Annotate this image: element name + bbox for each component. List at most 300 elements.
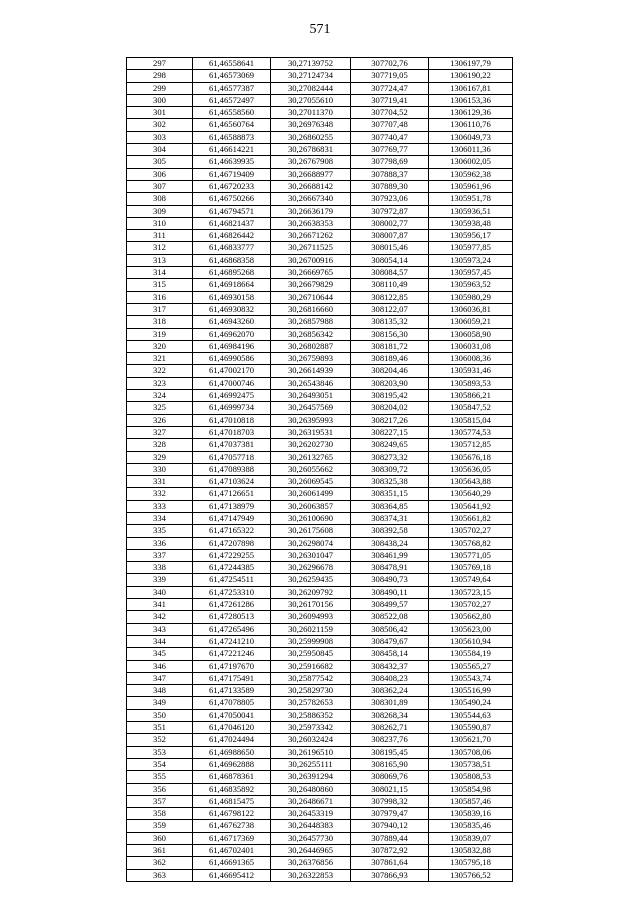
y-coordinate-cell: 1305702,27 bbox=[429, 599, 513, 611]
latitude-cell: 61,46992475 bbox=[193, 390, 271, 402]
point-number-cell: 335 bbox=[127, 525, 193, 537]
point-number-cell: 340 bbox=[127, 586, 193, 598]
longitude-cell: 30,26069545 bbox=[271, 476, 351, 488]
longitude-cell: 30,26543846 bbox=[271, 377, 351, 389]
y-coordinate-cell: 1305771,05 bbox=[429, 549, 513, 561]
longitude-cell: 30,26638353 bbox=[271, 217, 351, 229]
x-coordinate-cell: 308309,72 bbox=[351, 463, 429, 475]
point-number-cell: 300 bbox=[127, 94, 193, 106]
x-coordinate-cell: 308110,49 bbox=[351, 279, 429, 291]
y-coordinate-cell: 1305808,53 bbox=[429, 771, 513, 783]
latitude-cell: 61,46815475 bbox=[193, 795, 271, 807]
y-coordinate-cell: 1305980,29 bbox=[429, 291, 513, 303]
point-number-cell: 319 bbox=[127, 328, 193, 340]
table-row bbox=[127, 808, 513, 820]
longitude-cell: 30,26786831 bbox=[271, 144, 351, 156]
y-coordinate-cell: 1305957,45 bbox=[429, 267, 513, 279]
longitude-cell: 30,25950845 bbox=[271, 648, 351, 660]
latitude-cell: 61,46558641 bbox=[193, 58, 271, 70]
y-coordinate-cell: 1305931,46 bbox=[429, 365, 513, 377]
point-number-cell: 307 bbox=[127, 180, 193, 192]
table-row bbox=[127, 377, 513, 389]
latitude-cell: 61,47002170 bbox=[193, 365, 271, 377]
longitude-cell: 30,26816660 bbox=[271, 303, 351, 315]
x-coordinate-cell: 308217,26 bbox=[351, 414, 429, 426]
table-row bbox=[127, 230, 513, 242]
table-row bbox=[127, 623, 513, 635]
latitude-cell: 61,46798122 bbox=[193, 808, 271, 820]
x-coordinate-cell: 308490,73 bbox=[351, 574, 429, 586]
x-coordinate-cell: 307923,06 bbox=[351, 193, 429, 205]
longitude-cell: 30,25829730 bbox=[271, 685, 351, 697]
point-number-cell: 299 bbox=[127, 82, 193, 94]
x-coordinate-cell: 307998,32 bbox=[351, 795, 429, 807]
y-coordinate-cell: 1305723,15 bbox=[429, 586, 513, 598]
x-coordinate-cell: 308122,85 bbox=[351, 291, 429, 303]
x-coordinate-cell: 308054,14 bbox=[351, 254, 429, 266]
point-number-cell: 344 bbox=[127, 635, 193, 647]
table-row bbox=[127, 267, 513, 279]
y-coordinate-cell: 1305847,52 bbox=[429, 402, 513, 414]
table-row bbox=[127, 180, 513, 192]
table-row bbox=[127, 549, 513, 561]
point-number-cell: 316 bbox=[127, 291, 193, 303]
longitude-cell: 30,26636179 bbox=[271, 205, 351, 217]
point-number-cell: 303 bbox=[127, 131, 193, 143]
longitude-cell: 30,26259435 bbox=[271, 574, 351, 586]
latitude-cell: 61,46702401 bbox=[193, 845, 271, 857]
point-number-cell: 361 bbox=[127, 845, 193, 857]
longitude-cell: 30,26322853 bbox=[271, 869, 351, 881]
table-row bbox=[127, 217, 513, 229]
table-row bbox=[127, 771, 513, 783]
table-row bbox=[127, 131, 513, 143]
table-row bbox=[127, 488, 513, 500]
table-row bbox=[127, 402, 513, 414]
longitude-cell: 30,26710644 bbox=[271, 291, 351, 303]
latitude-cell: 61,46868358 bbox=[193, 254, 271, 266]
longitude-cell: 30,27139752 bbox=[271, 58, 351, 70]
x-coordinate-cell: 308227,15 bbox=[351, 426, 429, 438]
table-row bbox=[127, 500, 513, 512]
latitude-cell: 61,47010818 bbox=[193, 414, 271, 426]
longitude-cell: 30,26061499 bbox=[271, 488, 351, 500]
x-coordinate-cell: 308392,58 bbox=[351, 525, 429, 537]
longitude-cell: 30,26255111 bbox=[271, 758, 351, 770]
point-number-cell: 311 bbox=[127, 230, 193, 242]
table-row bbox=[127, 82, 513, 94]
y-coordinate-cell: 1306049,73 bbox=[429, 131, 513, 143]
y-coordinate-cell: 1306167,81 bbox=[429, 82, 513, 94]
x-coordinate-cell: 308204,02 bbox=[351, 402, 429, 414]
y-coordinate-cell: 1306011,36 bbox=[429, 144, 513, 156]
longitude-cell: 30,26679829 bbox=[271, 279, 351, 291]
y-coordinate-cell: 1306153,36 bbox=[429, 94, 513, 106]
point-number-cell: 312 bbox=[127, 242, 193, 254]
table-row bbox=[127, 783, 513, 795]
x-coordinate-cell: 308069,76 bbox=[351, 771, 429, 783]
x-coordinate-cell: 308522,08 bbox=[351, 611, 429, 623]
x-coordinate-cell: 308237,76 bbox=[351, 734, 429, 746]
latitude-cell: 61,46762738 bbox=[193, 820, 271, 832]
latitude-cell: 61,47138979 bbox=[193, 500, 271, 512]
table-row bbox=[127, 857, 513, 869]
point-number-cell: 322 bbox=[127, 365, 193, 377]
y-coordinate-cell: 1305641,92 bbox=[429, 500, 513, 512]
point-number-cell: 325 bbox=[127, 402, 193, 414]
y-coordinate-cell: 1305938,48 bbox=[429, 217, 513, 229]
y-coordinate-cell: 1305866,21 bbox=[429, 390, 513, 402]
longitude-cell: 30,26100690 bbox=[271, 512, 351, 524]
table-row bbox=[127, 390, 513, 402]
latitude-cell: 61,46990586 bbox=[193, 353, 271, 365]
latitude-cell: 61,46639935 bbox=[193, 156, 271, 168]
longitude-cell: 30,26767908 bbox=[271, 156, 351, 168]
table-row bbox=[127, 426, 513, 438]
x-coordinate-cell: 307872,92 bbox=[351, 845, 429, 857]
y-coordinate-cell: 1306190,22 bbox=[429, 70, 513, 82]
y-coordinate-cell: 1305962,38 bbox=[429, 168, 513, 180]
y-coordinate-cell: 1305610,94 bbox=[429, 635, 513, 647]
longitude-cell: 30,26446965 bbox=[271, 845, 351, 857]
point-number-cell: 328 bbox=[127, 439, 193, 451]
point-number-cell: 336 bbox=[127, 537, 193, 549]
y-coordinate-cell: 1305662,80 bbox=[429, 611, 513, 623]
table-row bbox=[127, 476, 513, 488]
x-coordinate-cell: 307719,41 bbox=[351, 94, 429, 106]
x-coordinate-cell: 307861,64 bbox=[351, 857, 429, 869]
latitude-cell: 61,46878361 bbox=[193, 771, 271, 783]
latitude-cell: 61,47057718 bbox=[193, 451, 271, 463]
x-coordinate-cell: 308478,91 bbox=[351, 562, 429, 574]
latitude-cell: 61,46833777 bbox=[193, 242, 271, 254]
table-row bbox=[127, 340, 513, 352]
longitude-cell: 30,26711525 bbox=[271, 242, 351, 254]
point-number-cell: 314 bbox=[127, 267, 193, 279]
longitude-cell: 30,26493051 bbox=[271, 390, 351, 402]
point-number-cell: 363 bbox=[127, 869, 193, 881]
y-coordinate-cell: 1305766,52 bbox=[429, 869, 513, 881]
y-coordinate-cell: 1305795,18 bbox=[429, 857, 513, 869]
x-coordinate-cell: 308362,24 bbox=[351, 685, 429, 697]
point-number-cell: 313 bbox=[127, 254, 193, 266]
x-coordinate-cell: 307740,47 bbox=[351, 131, 429, 143]
table-row bbox=[127, 746, 513, 758]
point-number-cell: 317 bbox=[127, 303, 193, 315]
latitude-cell: 61,47229255 bbox=[193, 549, 271, 561]
x-coordinate-cell: 308002,77 bbox=[351, 217, 429, 229]
x-coordinate-cell: 307889,30 bbox=[351, 180, 429, 192]
table-row bbox=[127, 832, 513, 844]
point-number-cell: 348 bbox=[127, 685, 193, 697]
latitude-cell: 61,46930832 bbox=[193, 303, 271, 315]
latitude-cell: 61,47244385 bbox=[193, 562, 271, 574]
latitude-cell: 61,46572497 bbox=[193, 94, 271, 106]
point-number-cell: 354 bbox=[127, 758, 193, 770]
longitude-cell: 30,26457569 bbox=[271, 402, 351, 414]
x-coordinate-cell: 307702,76 bbox=[351, 58, 429, 70]
table-row bbox=[127, 353, 513, 365]
longitude-cell: 30,26021159 bbox=[271, 623, 351, 635]
table-row bbox=[127, 328, 513, 340]
table-row bbox=[127, 254, 513, 266]
longitude-cell: 30,26860255 bbox=[271, 131, 351, 143]
table-row bbox=[127, 586, 513, 598]
latitude-cell: 61,47175491 bbox=[193, 672, 271, 684]
longitude-cell: 30,26196510 bbox=[271, 746, 351, 758]
point-number-cell: 301 bbox=[127, 107, 193, 119]
table-row bbox=[127, 611, 513, 623]
point-number-cell: 341 bbox=[127, 599, 193, 611]
table-row bbox=[127, 156, 513, 168]
longitude-cell: 30,26319531 bbox=[271, 426, 351, 438]
table-row bbox=[127, 709, 513, 721]
y-coordinate-cell: 1306002,05 bbox=[429, 156, 513, 168]
x-coordinate-cell: 307866,93 bbox=[351, 869, 429, 881]
point-number-cell: 359 bbox=[127, 820, 193, 832]
x-coordinate-cell: 307889,44 bbox=[351, 832, 429, 844]
latitude-cell: 61,47254511 bbox=[193, 574, 271, 586]
x-coordinate-cell: 307719,05 bbox=[351, 70, 429, 82]
point-number-cell: 318 bbox=[127, 316, 193, 328]
y-coordinate-cell: 1305738,51 bbox=[429, 758, 513, 770]
x-coordinate-cell: 308007,87 bbox=[351, 230, 429, 242]
table-row bbox=[127, 291, 513, 303]
coordinates-table bbox=[126, 57, 513, 882]
latitude-cell: 61,46895268 bbox=[193, 267, 271, 279]
point-number-cell: 298 bbox=[127, 70, 193, 82]
x-coordinate-cell: 308458,14 bbox=[351, 648, 429, 660]
longitude-cell: 30,25916682 bbox=[271, 660, 351, 672]
x-coordinate-cell: 307769,77 bbox=[351, 144, 429, 156]
x-coordinate-cell: 308301,89 bbox=[351, 697, 429, 709]
x-coordinate-cell: 308499,57 bbox=[351, 599, 429, 611]
latitude-cell: 61,46720233 bbox=[193, 180, 271, 192]
longitude-cell: 30,26209792 bbox=[271, 586, 351, 598]
x-coordinate-cell: 308156,30 bbox=[351, 328, 429, 340]
x-coordinate-cell: 308490,11 bbox=[351, 586, 429, 598]
longitude-cell: 30,26480860 bbox=[271, 783, 351, 795]
y-coordinate-cell: 1305676,18 bbox=[429, 451, 513, 463]
table-row bbox=[127, 734, 513, 746]
point-number-cell: 302 bbox=[127, 119, 193, 131]
y-coordinate-cell: 1305857,46 bbox=[429, 795, 513, 807]
longitude-cell: 30,26376856 bbox=[271, 857, 351, 869]
point-number-cell: 347 bbox=[127, 672, 193, 684]
longitude-cell: 30,26667340 bbox=[271, 193, 351, 205]
point-number-cell: 310 bbox=[127, 217, 193, 229]
y-coordinate-cell: 1305854,98 bbox=[429, 783, 513, 795]
longitude-cell: 30,26700916 bbox=[271, 254, 351, 266]
point-number-cell: 308 bbox=[127, 193, 193, 205]
y-coordinate-cell: 1305623,00 bbox=[429, 623, 513, 635]
point-number-cell: 334 bbox=[127, 512, 193, 524]
latitude-cell: 61,46943260 bbox=[193, 316, 271, 328]
table-row bbox=[127, 537, 513, 549]
point-number-cell: 329 bbox=[127, 451, 193, 463]
table-row bbox=[127, 316, 513, 328]
table-row bbox=[127, 525, 513, 537]
y-coordinate-cell: 1306008,36 bbox=[429, 353, 513, 365]
y-coordinate-cell: 1305544,63 bbox=[429, 709, 513, 721]
x-coordinate-cell: 308189,46 bbox=[351, 353, 429, 365]
table-row bbox=[127, 205, 513, 217]
x-coordinate-cell: 308015,46 bbox=[351, 242, 429, 254]
x-coordinate-cell: 308021,15 bbox=[351, 783, 429, 795]
point-number-cell: 355 bbox=[127, 771, 193, 783]
table-row bbox=[127, 758, 513, 770]
point-number-cell: 332 bbox=[127, 488, 193, 500]
y-coordinate-cell: 1305973,24 bbox=[429, 254, 513, 266]
x-coordinate-cell: 308432,37 bbox=[351, 660, 429, 672]
latitude-cell: 61,46930158 bbox=[193, 291, 271, 303]
y-coordinate-cell: 1305893,53 bbox=[429, 377, 513, 389]
y-coordinate-cell: 1306036,81 bbox=[429, 303, 513, 315]
point-number-cell: 362 bbox=[127, 857, 193, 869]
latitude-cell: 61,47037381 bbox=[193, 439, 271, 451]
table-row bbox=[127, 463, 513, 475]
x-coordinate-cell: 308364,85 bbox=[351, 500, 429, 512]
x-coordinate-cell: 308351,15 bbox=[351, 488, 429, 500]
x-coordinate-cell: 308273,32 bbox=[351, 451, 429, 463]
latitude-cell: 61,46999734 bbox=[193, 402, 271, 414]
table-row bbox=[127, 242, 513, 254]
point-number-cell: 297 bbox=[127, 58, 193, 70]
point-number-cell: 343 bbox=[127, 623, 193, 635]
latitude-cell: 61,46719409 bbox=[193, 168, 271, 180]
x-coordinate-cell: 307707,48 bbox=[351, 119, 429, 131]
y-coordinate-cell: 1305963,52 bbox=[429, 279, 513, 291]
table-row bbox=[127, 168, 513, 180]
longitude-cell: 30,26453319 bbox=[271, 808, 351, 820]
latitude-cell: 61,47221246 bbox=[193, 648, 271, 660]
latitude-cell: 61,46988650 bbox=[193, 746, 271, 758]
point-number-cell: 342 bbox=[127, 611, 193, 623]
longitude-cell: 30,26175608 bbox=[271, 525, 351, 537]
latitude-cell: 61,47261286 bbox=[193, 599, 271, 611]
longitude-cell: 30,27055610 bbox=[271, 94, 351, 106]
y-coordinate-cell: 1306129,36 bbox=[429, 107, 513, 119]
latitude-cell: 61,47024494 bbox=[193, 734, 271, 746]
y-coordinate-cell: 1305835,46 bbox=[429, 820, 513, 832]
point-number-cell: 346 bbox=[127, 660, 193, 672]
table-row bbox=[127, 845, 513, 857]
table-row bbox=[127, 119, 513, 131]
latitude-cell: 61,47126651 bbox=[193, 488, 271, 500]
y-coordinate-cell: 1306031,08 bbox=[429, 340, 513, 352]
latitude-cell: 61,47078805 bbox=[193, 697, 271, 709]
x-coordinate-cell: 308408,23 bbox=[351, 672, 429, 684]
y-coordinate-cell: 1305839,07 bbox=[429, 832, 513, 844]
table-row bbox=[127, 303, 513, 315]
table-row bbox=[127, 365, 513, 377]
latitude-cell: 61,47197670 bbox=[193, 660, 271, 672]
point-number-cell: 315 bbox=[127, 279, 193, 291]
y-coordinate-cell: 1305749,64 bbox=[429, 574, 513, 586]
x-coordinate-cell: 308203,90 bbox=[351, 377, 429, 389]
point-number-cell: 327 bbox=[127, 426, 193, 438]
point-number-cell: 304 bbox=[127, 144, 193, 156]
longitude-cell: 30,26976348 bbox=[271, 119, 351, 131]
table-row bbox=[127, 648, 513, 660]
longitude-cell: 30,26395993 bbox=[271, 414, 351, 426]
longitude-cell: 30,26669765 bbox=[271, 267, 351, 279]
x-coordinate-cell: 308325,38 bbox=[351, 476, 429, 488]
longitude-cell: 30,26301047 bbox=[271, 549, 351, 561]
latitude-cell: 61,46691365 bbox=[193, 857, 271, 869]
longitude-cell: 30,26457730 bbox=[271, 832, 351, 844]
y-coordinate-cell: 1305774,53 bbox=[429, 426, 513, 438]
latitude-cell: 61,46560764 bbox=[193, 119, 271, 131]
y-coordinate-cell: 1305815,04 bbox=[429, 414, 513, 426]
latitude-cell: 61,46577387 bbox=[193, 82, 271, 94]
y-coordinate-cell: 1305636,05 bbox=[429, 463, 513, 475]
y-coordinate-cell: 1305769,18 bbox=[429, 562, 513, 574]
y-coordinate-cell: 1305961,96 bbox=[429, 180, 513, 192]
point-number-cell: 351 bbox=[127, 722, 193, 734]
latitude-cell: 61,47089388 bbox=[193, 463, 271, 475]
table-row bbox=[127, 869, 513, 881]
longitude-cell: 30,26032424 bbox=[271, 734, 351, 746]
latitude-cell: 61,47165322 bbox=[193, 525, 271, 537]
table-row bbox=[127, 722, 513, 734]
latitude-cell: 61,46573069 bbox=[193, 70, 271, 82]
y-coordinate-cell: 1305956,17 bbox=[429, 230, 513, 242]
point-number-cell: 330 bbox=[127, 463, 193, 475]
latitude-cell: 61,46962888 bbox=[193, 758, 271, 770]
x-coordinate-cell: 308195,42 bbox=[351, 390, 429, 402]
table-row bbox=[127, 107, 513, 119]
latitude-cell: 61,46588873 bbox=[193, 131, 271, 143]
longitude-cell: 30,25877542 bbox=[271, 672, 351, 684]
x-coordinate-cell: 308438,24 bbox=[351, 537, 429, 549]
longitude-cell: 30,26170156 bbox=[271, 599, 351, 611]
table-row bbox=[127, 599, 513, 611]
table-row bbox=[127, 451, 513, 463]
point-number-cell: 339 bbox=[127, 574, 193, 586]
point-number-cell: 352 bbox=[127, 734, 193, 746]
table-row bbox=[127, 672, 513, 684]
point-number-cell: 350 bbox=[127, 709, 193, 721]
y-coordinate-cell: 1305839,16 bbox=[429, 808, 513, 820]
point-number-cell: 337 bbox=[127, 549, 193, 561]
y-coordinate-cell: 1305712,85 bbox=[429, 439, 513, 451]
x-coordinate-cell: 308506,42 bbox=[351, 623, 429, 635]
y-coordinate-cell: 1305643,88 bbox=[429, 476, 513, 488]
table-row bbox=[127, 439, 513, 451]
point-number-cell: 331 bbox=[127, 476, 193, 488]
latitude-cell: 61,47050041 bbox=[193, 709, 271, 721]
x-coordinate-cell: 308122,07 bbox=[351, 303, 429, 315]
y-coordinate-cell: 1305640,29 bbox=[429, 488, 513, 500]
table-row bbox=[127, 279, 513, 291]
point-number-cell: 333 bbox=[127, 500, 193, 512]
point-number-cell: 338 bbox=[127, 562, 193, 574]
longitude-cell: 30,26448383 bbox=[271, 820, 351, 832]
latitude-cell: 61,47253310 bbox=[193, 586, 271, 598]
point-number-cell: 353 bbox=[127, 746, 193, 758]
y-coordinate-cell: 1305584,19 bbox=[429, 648, 513, 660]
point-number-cell: 357 bbox=[127, 795, 193, 807]
point-number-cell: 306 bbox=[127, 168, 193, 180]
point-number-cell: 345 bbox=[127, 648, 193, 660]
longitude-cell: 30,26614939 bbox=[271, 365, 351, 377]
y-coordinate-cell: 1305490,24 bbox=[429, 697, 513, 709]
x-coordinate-cell: 308084,57 bbox=[351, 267, 429, 279]
longitude-cell: 30,26296678 bbox=[271, 562, 351, 574]
longitude-cell: 30,26857988 bbox=[271, 316, 351, 328]
latitude-cell: 61,47000746 bbox=[193, 377, 271, 389]
